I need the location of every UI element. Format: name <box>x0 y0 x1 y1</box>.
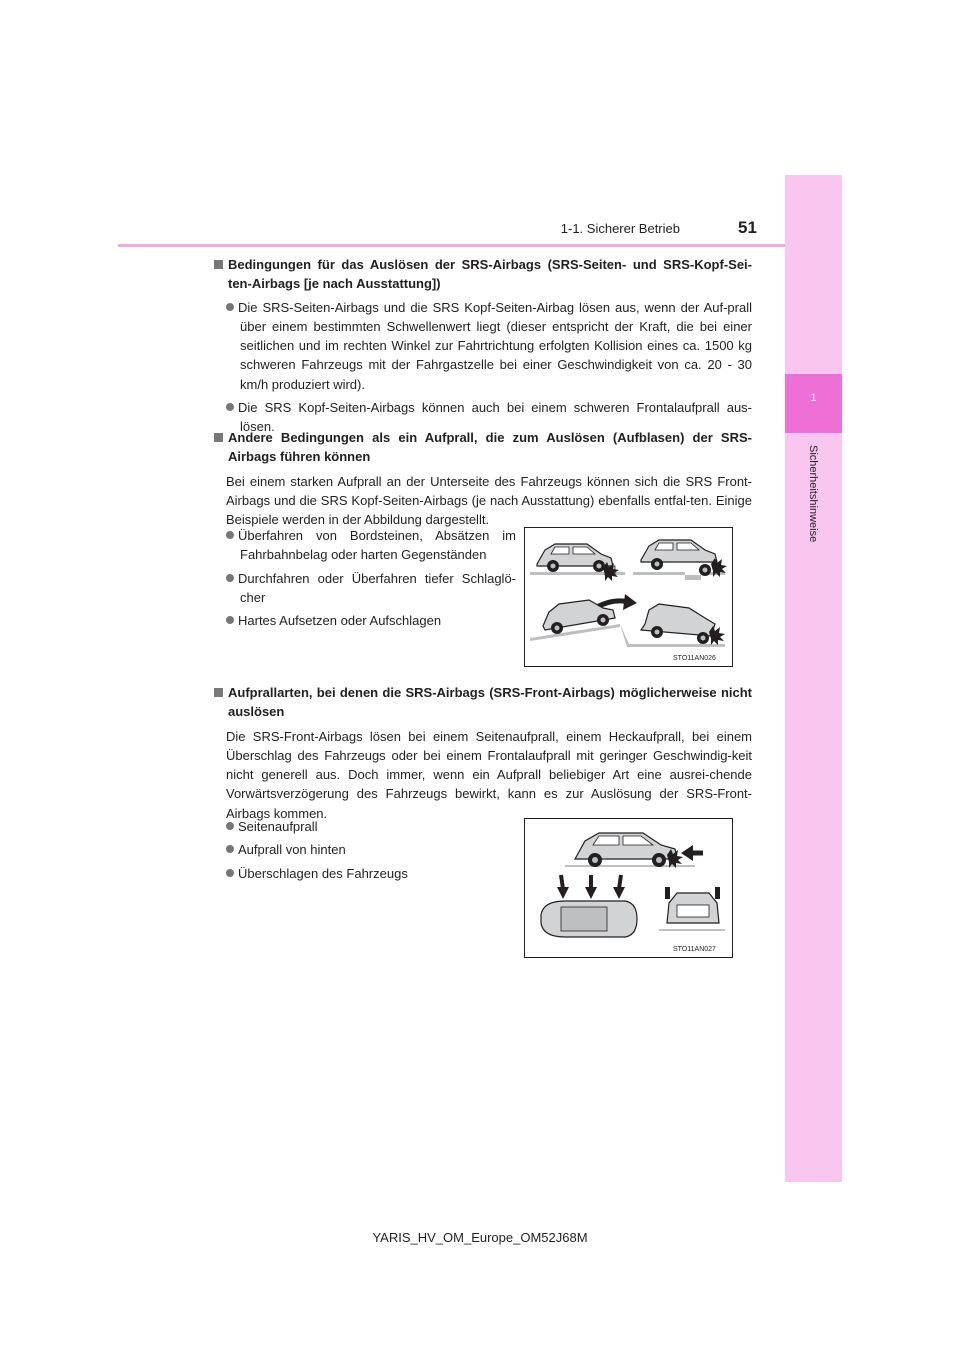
chapter-number: 1 <box>810 392 817 404</box>
chapter-sidebar <box>785 175 842 1182</box>
section-paragraph: Bei einem starken Aufprall an der Unterseite des Fahrzeugs können sich die SRS Front-Airbags und die SRS Kopf-Seiten-Airbags (je nach Ausstattung) ebenfalls entfal-ten. Einige Beispiele werden in der Abbildung dargestellt. <box>226 473 752 528</box>
square-bullet-icon <box>214 433 223 442</box>
bullet-icon <box>226 531 234 539</box>
document-id: YARIS_HV_OM_Europe_OM52J68M <box>372 1230 588 1245</box>
list-item: Die SRS Kopf-Seiten-Airbags können auch bei einem schweren Frontalaufprall aus-lösen. <box>226 398 752 437</box>
list-item: Überfahren von Bordsteinen, Absätzen im Fahrbahnbelag oder harten Gegenständen <box>226 526 516 565</box>
section-1 <box>214 255 752 437</box>
impact-types-illustration <box>525 819 732 957</box>
square-bullet-icon <box>214 688 223 697</box>
section-3 <box>214 683 752 823</box>
illustration-underbody-impact <box>524 527 733 667</box>
bullet-icon <box>226 303 234 311</box>
car-impact-illustration <box>525 528 732 666</box>
section-3-bullets <box>226 817 506 883</box>
bullet-icon <box>226 869 234 877</box>
bullet-icon <box>226 845 234 853</box>
figure-code: STO11AN026 <box>673 655 716 662</box>
illustration-impact-types <box>524 818 733 958</box>
section-2-bullets <box>226 526 516 630</box>
section-heading: Aufprallarten, bei denen die SRS-Airbags (SRS-Front-Airbags) möglicherweise nicht auslösen <box>214 683 752 722</box>
section-heading: Andere Bedingungen als ein Aufprall, die zum Auslösen (Aufblasen) der SRS-Airbags führen können <box>214 428 752 467</box>
list-item: Aufprall von hinten <box>226 840 506 859</box>
list-item: Seitenaufprall <box>226 817 506 836</box>
section-title: 1-1. Sicherer Betrieb <box>560 221 680 236</box>
section-heading: Bedingungen für das Auslösen der SRS-Airbags (SRS-Seiten- und SRS-Kopf-Sei-ten-Airbags [je nach Ausstattung]) <box>214 255 752 294</box>
bullet-icon <box>226 616 234 624</box>
page-number: 51 <box>738 218 757 237</box>
section-paragraph: Die SRS-Front-Airbags lösen bei einem Seitenaufprall, einem Heckaufprall, bei einem Überschlag des Fahrzeugs oder bei einem Frontalaufprall mit geringer Geschwindig-keit nicht generell aus. Doch immer, wenn ein Aufprall beliebiger Art eine ausrei-chende Vorwärtsverzögerung des Fahrzeugs bewirkt, kann es zur Auslösung der SRS-Front-Airbags kommen. <box>226 728 752 821</box>
bullet-icon <box>226 403 234 411</box>
list-item: Die SRS-Seiten-Airbags und die SRS Kopf-Seiten-Airbag lösen aus, wenn der Auf-prall über einem bestimmten Schwellenwert liegt (dieser entspricht der Kraft, die bei einer seitlichen und im rechten Winkel zur Fahrtrichtung erfolgten Kollision eines ca. 1500 kg schweren Fahrzeugs mit der Fahrgastzelle bei einer Geschwindigkeit von ca. 20 - 30 km/h produziert wird). <box>226 298 752 394</box>
list-item: Überschlagen des Fahrzeugs <box>226 864 506 883</box>
square-bullet-icon <box>214 260 223 269</box>
header-rule <box>118 244 785 247</box>
figure-code: STO11AN027 <box>673 946 716 953</box>
chapter-label: Sicherheitshinweise <box>807 445 819 543</box>
bullet-icon <box>226 822 234 830</box>
list-item: Hartes Aufsetzen oder Aufschlagen <box>226 611 516 630</box>
list-item: Durchfahren oder Überfahren tiefer Schlaglö-cher <box>226 569 516 608</box>
bullet-icon <box>226 574 234 582</box>
section-2 <box>214 428 752 529</box>
